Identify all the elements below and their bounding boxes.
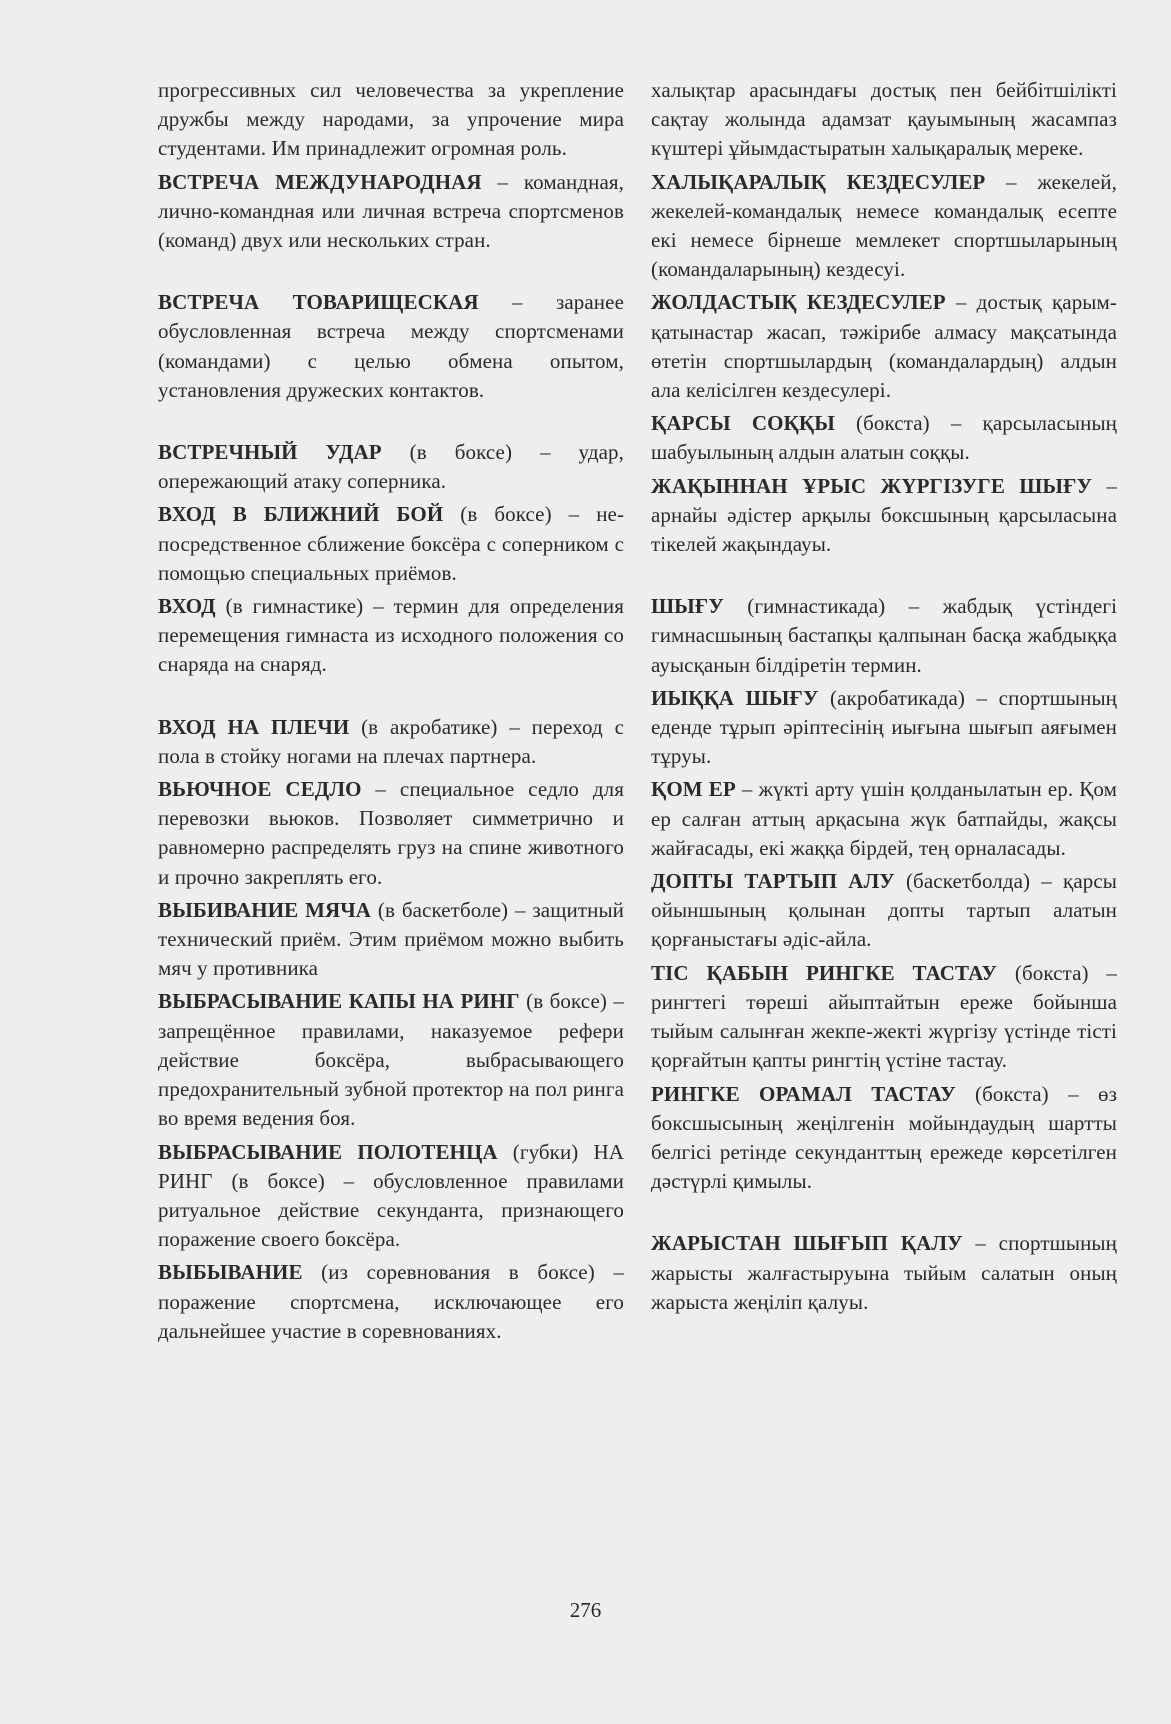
entry-ringke-oramal — [651, 1080, 1117, 1197]
entry-term: ВЫБИВАНИЕ МЯЧА — [158, 897, 372, 922]
entry-vkhod-na-plechi — [158, 713, 624, 771]
entry-vkhod-v-blizhniy-boy — [158, 500, 624, 588]
entry-continuation: прогрессивных сил человечества за укрепление дружбы между народами, за упрочение мира студентами. Им принадлежит огромная роль. — [158, 78, 624, 161]
entry-definition: – командная, лично-командная или личная встреча спортсменов (команд) двух или нескольких стран. — [158, 169, 624, 253]
entry-definition: (бокста) – өз боксшысының жеңілгенін мойындаудың шартты белгісі ретінде секунданттың ережеде көрсетілген дәстүрлі қимылы. — [651, 1081, 1117, 1194]
entry-definition: – достық қарым-қатынастар жасап, тәжірибе алмасу мақсатында өтетін спортшылардың (командалардың) алдын ала келісілген кездесулері. — [651, 290, 1117, 403]
entry-definition: (баскетболда) – қарсы ойыншының қолынан допты тартып алатын қорғаныстағы әдіс-айла. — [651, 869, 1117, 952]
entry-definition: – жүкті арту үшін қолданылатын ер. Қом ер салған аттың арқасына жүк батпайды, жақсы жайғасады, екі жаққа бірдей, тең орналасады. — [651, 777, 1117, 860]
entry-term: ВСТРЕЧНЫЙ УДАР — [158, 440, 382, 465]
entry-term: ВЫБЫВАНИЕ — [158, 1260, 303, 1285]
entry-continuation: халықтар арасындағы достық пен бейбітшілікті сақтау жолында адамзат қауымының жасампаз күштері ұйымдастыратын халықаралық мереке. — [651, 78, 1117, 161]
entry-vstrecha-tovarishcheskaya — [158, 288, 624, 405]
entry-definition: (в боксе) – непосредственное сближение боксёра с соперником с помощью специальных приёмов. — [158, 502, 624, 585]
entry-definition: – заранее обусловленная встреча между спортсменами (командами) с целью обмена опытом, установления дружеских контактов. — [158, 290, 624, 402]
entry-definition: (в акробатике) – переход с пола в стойку ногами на плечах партнера. — [158, 714, 624, 768]
entry-vstrechny-udar — [158, 438, 624, 496]
entry-iykka-shygu — [651, 684, 1117, 772]
entry-definition: (гимнастикада) – жабдық үстіндегі гимнасшының бастапқы қалпынан басқа жабдыққа ауысқанын білдіретін термин. — [651, 594, 1117, 677]
entry-definition: (в боксе) – удар, опережающий атаку соперника. — [158, 440, 624, 494]
entry-term: ВСТРЕЧА МЕЖДУНАРОДНАЯ — [158, 169, 482, 194]
entry-vkhod — [158, 592, 624, 680]
entry-kom-er — [651, 775, 1117, 863]
entry-vybyvanie — [158, 1258, 624, 1346]
entry-term: ШЫҒУ — [651, 594, 724, 619]
entry-definition: (акробатикада) – спортшының еденде тұрып әріптесінің иығына шығып аяғымен тұруы. — [651, 685, 1117, 769]
entry-definition: – специальное седло для перевозки вьюков. Позволяет симметрично и равномерно распределять груз на спине животного и прочно закреплять его. — [158, 777, 624, 889]
entry-term: ВХОД — [158, 594, 216, 619]
entry-term: ВЫБРАСЫВАНИЕ КАПЫ НА РИНГ — [158, 989, 520, 1014]
page-number: 276 — [569, 1598, 602, 1622]
entry-zharystan-shygyp — [651, 1229, 1117, 1317]
entry-term: ВЫБРАСЫВАНИЕ ПОЛОТЕНЦА — [158, 1139, 498, 1164]
entry-definition: (в гимнастике) – термин для определения перемещения гимнаста из исходного положения со снаряда на снаряд. — [158, 594, 624, 677]
entry-definition: – арнайы әдістер арқылы боксшының қарсыласына тікелей жақындауы. — [651, 473, 1117, 557]
entry-term: ИЫҚҚА ШЫҒУ — [651, 685, 819, 710]
entry-term: ҚАРСЫ СОҚҚЫ — [651, 411, 835, 436]
entry-definition: – спортшының жарысты жалғастыруына тыйым салатын оның жарыста жеңіліп қалуы. — [651, 1231, 1117, 1314]
entry-term: ВХОД НА ПЛЕЧИ — [158, 714, 350, 739]
entry-shygu — [651, 592, 1117, 680]
entry-vstrecha-mezhdunarodnaya — [158, 168, 624, 256]
entry-term: ТІС ҚАБЫН РИНГКЕ ТАСТАУ — [651, 960, 998, 985]
entry-vybrasyvanie-kapy — [158, 987, 624, 1133]
entry-definition: (бокста) – қарсыласының шабуылының алдын алатын соққы. — [651, 411, 1117, 465]
entry-term: ЖАРЫСТАН ШЫҒЫП ҚАЛУ — [651, 1231, 963, 1256]
entry-term: ХАЛЫҚАРАЛЫҚ КЕЗДЕСУЛЕР — [651, 169, 986, 194]
entry-tis-kabyn — [651, 959, 1117, 1076]
entry-term: ВХОД В БЛИЖНИЙ БОЙ — [158, 502, 444, 527]
entry-term: РИНГКЕ ОРАМАЛ ТАСТАУ — [651, 1081, 956, 1106]
entry-definition: (в боксе) – запрещённое правилами, наказуемое рефери действие боксёра, выбрасывающего предохранительный зубной протектор на пол ринга во время ведения боя. — [158, 989, 624, 1131]
entry-zholdastyk-kezdesuler — [651, 288, 1117, 405]
entry-karsy-sokky — [651, 409, 1117, 467]
entry-term: ЖАҚЫННАН ҰРЫС ЖҮРГІЗУГЕ ШЫҒУ — [651, 473, 1093, 498]
entry-definition: – жекелей, жекелей-командалық немесе командалық есепте екі немесе бірнеше мемлекет спортшыларының (командаларының) кездесуі. — [651, 169, 1117, 282]
entry-dopty-tartyp-alu — [651, 867, 1117, 955]
entry-zhakynnan-urys — [651, 472, 1117, 560]
entry-term: ҚОМ ЕР — [651, 777, 736, 802]
entry-term: ДОПТЫ ТАРТЫП АЛУ — [651, 869, 895, 894]
entry-term: ВСТРЕЧА ТОВАРИЩЕСКАЯ — [158, 290, 479, 315]
entry-definition: (бокста) – рингтегі төреші айыптайтын ереже бойынша тыйым салынған жекпе-жекті жүргізу үстінде тісті қорғайтын қапты рингтің үстіне тастау. — [651, 960, 1117, 1073]
entry-vybivanie-myacha — [158, 896, 624, 984]
entry-khalykaralyk-kezdesuler — [651, 168, 1117, 285]
entry-definition: (из соревнования в боксе) – поражение спортсмена, исключающее его дальнейшее участие в соревнованиях. — [158, 1260, 624, 1343]
entry-vyuchnoe-sedlo — [158, 775, 624, 892]
entry-term: ВЬЮЧНОЕ СЕДЛО — [158, 777, 362, 802]
entry-definition: (в баскетболе) – защитный технический приём. Этим приёмом можно выбить мяч у противника — [158, 897, 624, 981]
left-column — [158, 76, 624, 1350]
entry-definition: (губки) НА РИНГ (в боксе) – обусловленное правилами ритуальное действие секунданта, признающего поражение своего боксёра. — [158, 1139, 624, 1252]
entry-vybrasyvanie-polotentsa — [158, 1138, 624, 1255]
entry-term: ЖОЛДАСТЫҚ КЕЗДЕСУЛЕР — [651, 290, 946, 315]
right-column — [651, 76, 1117, 1321]
